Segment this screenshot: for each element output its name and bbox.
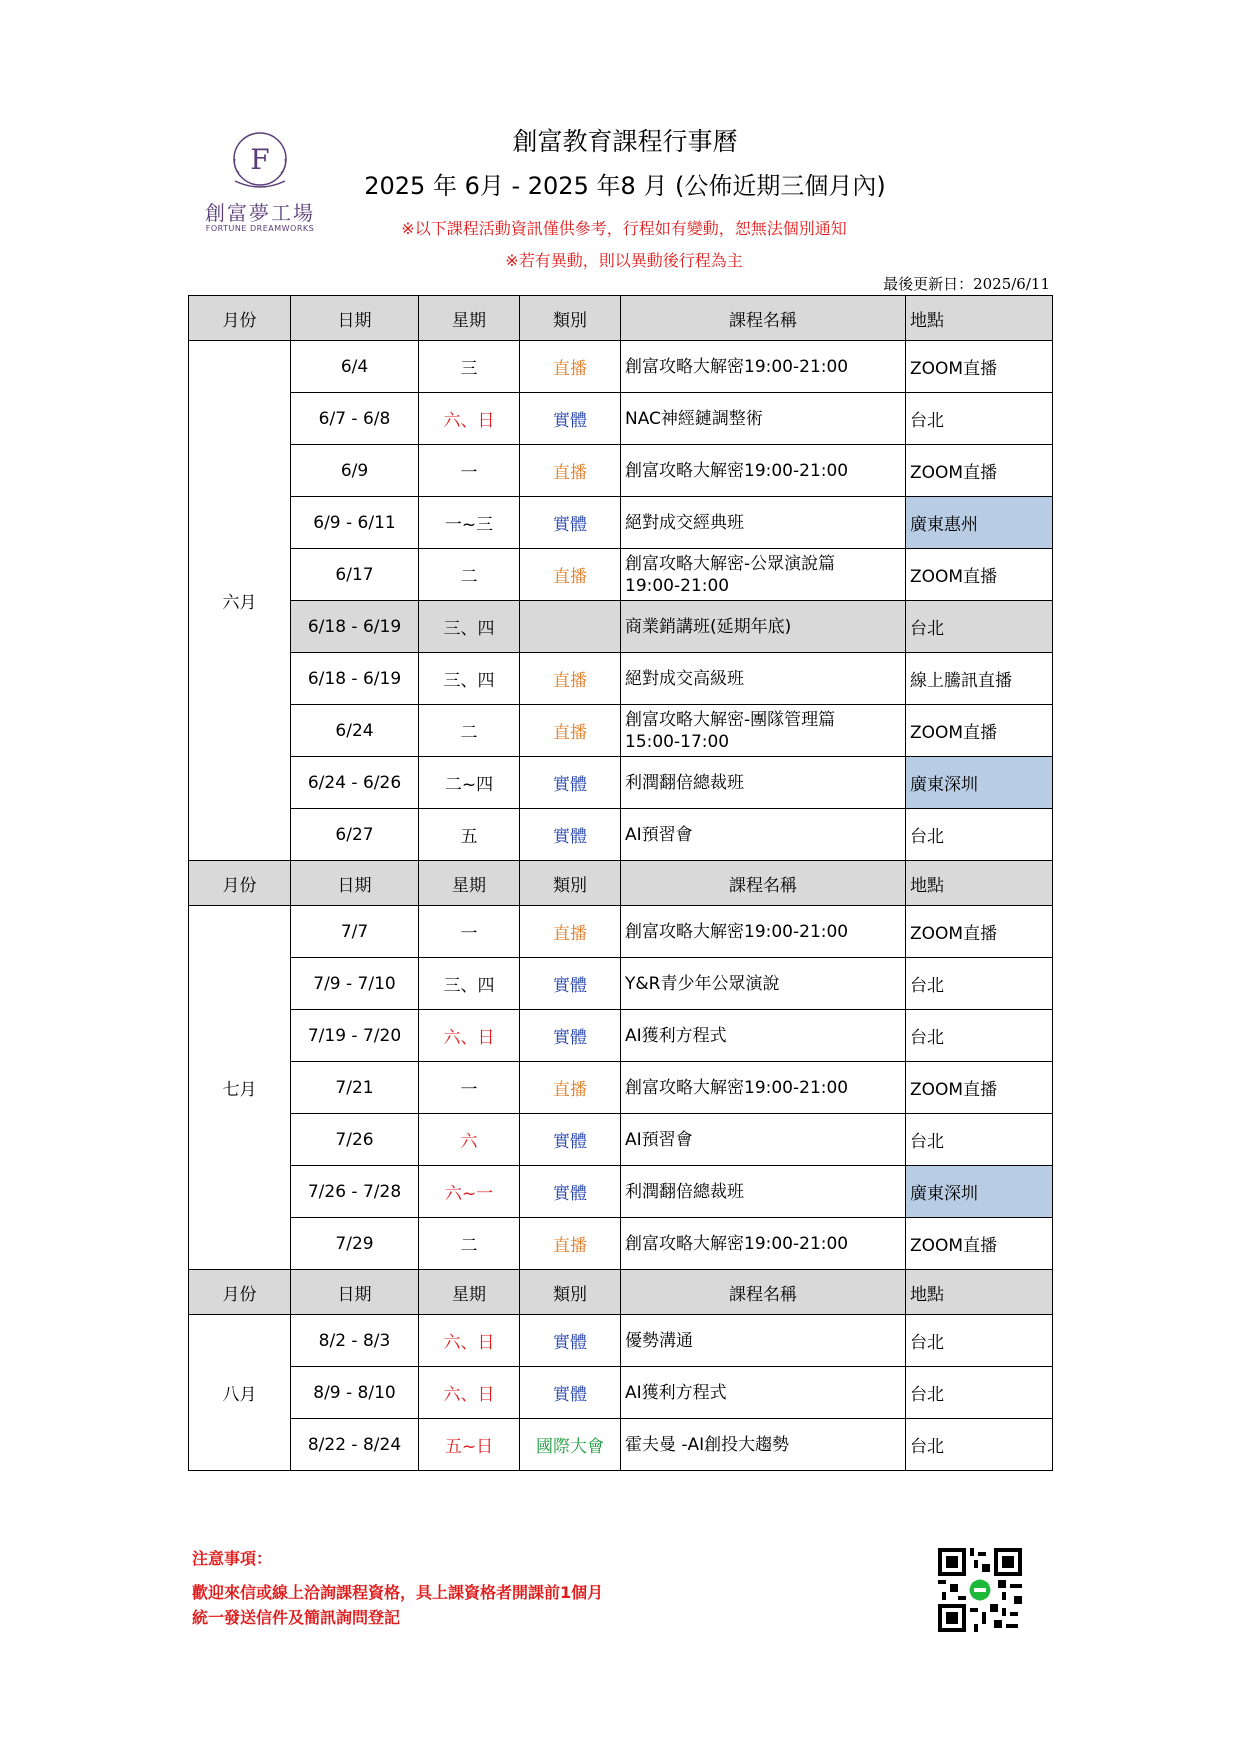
location-cell: 廣東深圳 [906, 757, 1053, 809]
header-location: 地點 [906, 296, 1053, 341]
weekday-cell: 六 [419, 1114, 520, 1166]
type-cell: 實體 [520, 1367, 621, 1419]
location-cell: 台北 [906, 601, 1053, 653]
course-cell [621, 809, 906, 861]
course-cell [621, 497, 906, 549]
weekday-cell: 一 [419, 1062, 520, 1114]
weekday-cell: 三、四 [419, 601, 520, 653]
type-cell: 實體 [520, 1010, 621, 1062]
location-cell: ZOOM直播 [906, 1218, 1053, 1270]
location-cell: ZOOM直播 [906, 445, 1053, 497]
header-course: 課程名稱 [621, 296, 906, 341]
table-row [189, 1419, 1053, 1471]
weekday-cell: 六~一 [419, 1166, 520, 1218]
location-cell: 台北 [906, 809, 1053, 861]
course-name-line: 利潤翻倍總裁班 [625, 772, 744, 793]
date-cell: 6/24 - 6/26 [291, 757, 419, 809]
header-type: 類別 [520, 296, 621, 341]
course-cell [621, 1315, 906, 1367]
table-row [189, 1218, 1053, 1270]
location-cell: 台北 [906, 393, 1053, 445]
course-cell [621, 341, 906, 393]
course-name-line: 15:00-17:00 [625, 731, 730, 752]
header-date: 日期 [291, 861, 419, 906]
weekday-cell: 二 [419, 705, 520, 757]
table-row [189, 1062, 1053, 1114]
header-type: 類別 [520, 861, 621, 906]
course-name-line: 商業銷講班(延期年底) [625, 616, 792, 637]
table-row [189, 445, 1053, 497]
course-name-line: AI獲利方程式 [625, 1382, 727, 1403]
svg-text:F: F [250, 143, 270, 176]
notes-body [192, 1580, 603, 1630]
location-cell: 台北 [906, 1114, 1053, 1166]
type-cell: 直播 [520, 445, 621, 497]
weekday-cell: 三、四 [419, 958, 520, 1010]
course-cell [621, 1062, 906, 1114]
course-name-line: 創富攻略大解密19:00-21:00 [625, 1233, 849, 1254]
date-cell: 7/26 [291, 1114, 419, 1166]
date-cell: 6/17 [291, 549, 419, 601]
course-cell [621, 601, 906, 653]
course-cell [621, 1419, 906, 1471]
date-cell: 7/29 [291, 1218, 419, 1270]
date-cell: 8/22 - 8/24 [291, 1419, 419, 1471]
course-name-line: 利潤翻倍總裁班 [625, 1181, 744, 1202]
course-cell [621, 1367, 906, 1419]
page-subtitle: 2025 年 6月 - 2025 年8 月 (公佈近期三個月內) [364, 172, 886, 200]
type-cell: 直播 [520, 906, 621, 958]
logo-subtext: FORTUNE DREAMWORKS [205, 224, 315, 233]
course-name-line: 絕對成交經典班 [625, 512, 744, 533]
logo-emblem-icon [205, 125, 315, 195]
type-cell: 直播 [520, 1218, 621, 1270]
weekday-cell: 六、日 [419, 393, 520, 445]
type-cell: 實體 [520, 393, 621, 445]
location-cell: 台北 [906, 1315, 1053, 1367]
header-course: 課程名稱 [621, 1270, 906, 1315]
header-date: 日期 [291, 1270, 419, 1315]
header-weekday: 星期 [419, 296, 520, 341]
notes-line: 歡迎來信或線上洽詢課程資格，具上課資格者開課前1個月 [192, 1583, 604, 1602]
course-name-line: 創富攻略大解密-公眾演說篇 [625, 553, 836, 574]
header-location: 地點 [906, 861, 1053, 906]
course-name-line: 創富攻略大解密19:00-21:00 [625, 921, 849, 942]
course-cell [621, 906, 906, 958]
weekday-cell: 二 [419, 549, 520, 601]
table-row [189, 497, 1053, 549]
course-name-line: 優勢溝通 [625, 1330, 693, 1351]
course-name-line: AI獲利方程式 [625, 1025, 727, 1046]
location-cell: 台北 [906, 1367, 1053, 1419]
table-row [189, 757, 1053, 809]
location-cell: ZOOM直播 [906, 705, 1053, 757]
weekday-cell: 一~三 [419, 497, 520, 549]
notes-line: 統一發送信件及簡訊詢問登記 [192, 1608, 401, 1627]
weekday-cell: 六、日 [419, 1315, 520, 1367]
date-cell: 6/27 [291, 809, 419, 861]
course-name-line: 創富攻略大解密19:00-21:00 [625, 460, 849, 481]
table-row [189, 906, 1053, 958]
weekday-cell: 一 [419, 906, 520, 958]
table-row [189, 958, 1053, 1010]
course-cell [621, 1218, 906, 1270]
weekday-cell: 二~四 [419, 757, 520, 809]
location-cell: 線上騰訊直播 [906, 653, 1053, 705]
type-cell [520, 601, 621, 653]
weekday-cell: 三、四 [419, 653, 520, 705]
type-cell: 實體 [520, 1315, 621, 1367]
date-cell: 6/24 [291, 705, 419, 757]
date-cell: 7/26 - 7/28 [291, 1166, 419, 1218]
date-cell: 8/9 - 8/10 [291, 1367, 419, 1419]
notes-title: 注意事項： [192, 1549, 273, 1568]
course-cell [621, 757, 906, 809]
header-month: 月份 [189, 861, 291, 906]
date-cell: 6/9 - 6/11 [291, 497, 419, 549]
course-name-line: Y&R青少年公眾演說 [625, 973, 780, 994]
weekday-cell: 三 [419, 341, 520, 393]
page-title: 創富教育課程行事曆 [512, 127, 738, 156]
course-name-line: 創富攻略大解密19:00-21:00 [625, 1077, 849, 1098]
header-course: 課程名稱 [621, 861, 906, 906]
table-row [189, 549, 1053, 601]
month-cell: 七月 [189, 906, 291, 1270]
table-row [189, 705, 1053, 757]
course-name-line: 絕對成交高級班 [625, 668, 744, 689]
course-name-line: 創富攻略大解密-團隊管理篇 [625, 709, 836, 730]
month-cell: 八月 [189, 1315, 291, 1471]
table-row [189, 1367, 1053, 1419]
qr-code-icon[interactable] [938, 1548, 1022, 1632]
location-cell: 廣東深圳 [906, 1166, 1053, 1218]
table-header-row [189, 1270, 1053, 1315]
type-cell: 實體 [520, 497, 621, 549]
type-cell: 國際大會 [520, 1419, 621, 1471]
course-cell [621, 653, 906, 705]
table-row [189, 1114, 1053, 1166]
course-name-line: NAC神經鏈調整術 [625, 408, 763, 429]
location-cell: 台北 [906, 1010, 1053, 1062]
type-cell: 實體 [520, 1114, 621, 1166]
course-cell [621, 1010, 906, 1062]
course-name-line: 霍夫曼 -AI創投大趨勢 [625, 1434, 790, 1455]
type-cell: 直播 [520, 1062, 621, 1114]
date-cell: 6/4 [291, 341, 419, 393]
date-cell: 8/2 - 8/3 [291, 1315, 419, 1367]
last-updated: 最後更新日：2025/6/11 [883, 275, 1050, 293]
date-cell: 7/7 [291, 906, 419, 958]
type-cell: 直播 [520, 341, 621, 393]
weekday-cell: 一 [419, 445, 520, 497]
header-type: 類別 [520, 1270, 621, 1315]
date-cell: 6/18 - 6/19 [291, 653, 419, 705]
course-name-line: AI預習會 [625, 824, 693, 845]
weekday-cell: 六、日 [419, 1010, 520, 1062]
weekday-cell: 五 [419, 809, 520, 861]
table-row [189, 653, 1053, 705]
header-month: 月份 [189, 1270, 291, 1315]
location-cell: 廣東惠州 [906, 497, 1053, 549]
type-cell: 實體 [520, 757, 621, 809]
notice-line-1: ※以下課程活動資訊僅供參考，行程如有變動，恕無法個別通知 [401, 219, 847, 238]
table-row [189, 1315, 1053, 1367]
date-cell: 6/9 [291, 445, 419, 497]
type-cell: 直播 [520, 549, 621, 601]
location-cell: 台北 [906, 1419, 1053, 1471]
header-location: 地點 [906, 1270, 1053, 1315]
date-cell: 7/19 - 7/20 [291, 1010, 419, 1062]
type-cell: 直播 [520, 653, 621, 705]
table-header-row [189, 296, 1053, 341]
course-cell [621, 958, 906, 1010]
header-month: 月份 [189, 296, 291, 341]
location-cell: ZOOM直播 [906, 906, 1053, 958]
course-cell [621, 549, 906, 601]
table-row [189, 341, 1053, 393]
course-cell [621, 1114, 906, 1166]
date-cell: 7/21 [291, 1062, 419, 1114]
logo-text: 創富夢工場 [205, 201, 315, 225]
date-cell: 6/7 - 6/8 [291, 393, 419, 445]
table-row [189, 1166, 1053, 1218]
month-cell: 六月 [189, 341, 291, 861]
location-cell: 台北 [906, 958, 1053, 1010]
schedule-table [188, 295, 1053, 1471]
header-date: 日期 [291, 296, 419, 341]
table-row [189, 1010, 1053, 1062]
weekday-cell: 五~日 [419, 1419, 520, 1471]
table-row [189, 601, 1053, 653]
type-cell: 實體 [520, 1166, 621, 1218]
type-cell: 直播 [520, 705, 621, 757]
course-cell [621, 445, 906, 497]
location-cell: ZOOM直播 [906, 341, 1053, 393]
header-weekday: 星期 [419, 861, 520, 906]
location-cell: ZOOM直播 [906, 1062, 1053, 1114]
table-row [189, 809, 1053, 861]
table-header-row [189, 861, 1053, 906]
course-cell [621, 393, 906, 445]
course-name-line: 19:00-21:00 [625, 575, 730, 596]
course-name-line: AI預習會 [625, 1129, 693, 1150]
table-row [189, 393, 1053, 445]
notice-line-2: ※若有異動，則以異動後行程為主 [505, 251, 743, 270]
type-cell: 實體 [520, 809, 621, 861]
course-cell [621, 1166, 906, 1218]
date-cell: 7/9 - 7/10 [291, 958, 419, 1010]
weekday-cell: 二 [419, 1218, 520, 1270]
weekday-cell: 六、日 [419, 1367, 520, 1419]
logo [205, 125, 315, 235]
header-weekday: 星期 [419, 1270, 520, 1315]
date-cell: 6/18 - 6/19 [291, 601, 419, 653]
course-cell [621, 705, 906, 757]
type-cell: 實體 [520, 958, 621, 1010]
location-cell: ZOOM直播 [906, 549, 1053, 601]
course-name-line: 創富攻略大解密19:00-21:00 [625, 356, 849, 377]
